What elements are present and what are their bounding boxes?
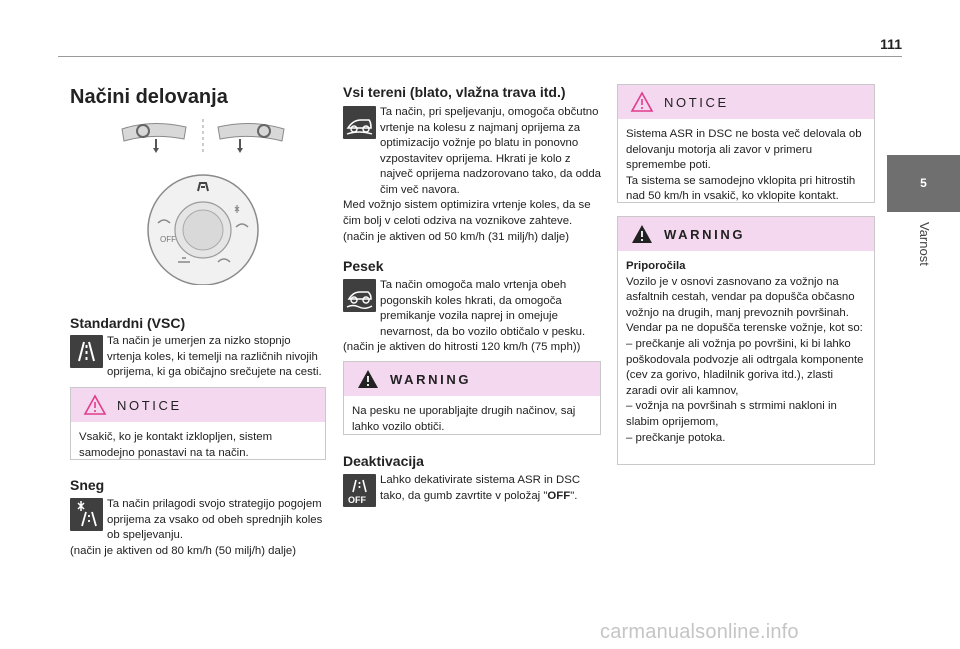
notice-text: Vsakič, ko je kontakt izklopljen, sistem samodejno ponastavi na ta način. — [79, 431, 273, 459]
mode-selector-illustration — [118, 115, 288, 285]
deactivation-text-start: Lahko dekativirate sistema ASR in DSC tako, da gumb zavrtite v položaj " — [380, 474, 581, 502]
chapter-tab[interactable]: 5 — [887, 155, 960, 212]
notice-bar — [71, 388, 325, 422]
standard-mode-icon — [70, 335, 103, 368]
rotary-knob-icon — [148, 175, 258, 285]
notice-box-2 — [617, 84, 875, 203]
notice-text-2 — [618, 119, 874, 213]
warning-label: WARNING — [390, 371, 472, 387]
warning-list-item: – vožnja na površinah s strmimi nakloni in slabim oprijemom, — [626, 400, 837, 428]
warning-triangle-icon — [630, 223, 654, 245]
header-divider — [58, 56, 902, 57]
standard-text: Ta način je umerjen za nizko stopnjo vrtenja koles, ki temelji na različnih nivojih oprijema, ki ga običajno srečujete na cesti. — [107, 335, 322, 379]
allterrain-text: Ta način, pri speljevanju, omogoča občutno vrtenje na kolesu z najmanj oprijema za optimizacijo vožnje po blatu in ponovno vzpostavitev oprijema. Hkrati je kolo z največ oprijema nadzorovano tako, da odda čim več navora. — [380, 106, 601, 196]
warning-body-1: Vozilo je v osnovi zasnovano za vožnjo na asfaltnih cestah, vendar pa dopušča občasno vožnjo na drugih, manj prevoznih površinah. — [626, 275, 855, 319]
allterrain-text-2: Med vožnjo sistem optimizira vrtenje koles, da se čim bolj v celoti odziva na voznikove zahteve. — [343, 199, 591, 227]
page-number: 111 — [880, 36, 902, 52]
deactivation-heading: Deaktivacija — [343, 453, 424, 469]
standard-text-1 — [107, 334, 327, 381]
dial-off-label: OFF — [160, 235, 176, 244]
notice-box-1 — [70, 387, 326, 460]
snow-text-wrap — [107, 497, 327, 544]
sand-mode-icon — [343, 279, 376, 312]
warning-subtitle: Priporočila — [626, 260, 686, 272]
warning-list-item: – prečkanje ali vožnja po površini, ki bi lahko poškodovala podvozje ali odtrgala komponente (cev za gorivo, hladilnik goriva itd.), zlasti zaradi ovir ali kamnov, — [626, 337, 864, 397]
notice-triangle-icon — [630, 91, 654, 113]
off-icon-label: OFF — [348, 495, 366, 505]
warning-box-1 — [343, 361, 601, 435]
allterrain-mode-icon — [343, 106, 376, 139]
notice-text-2-line-2: Ta sistema se samodejno vklopita pri hitrostih nad 50 km/h in vsakič, ko vklopite kontakt. — [626, 174, 856, 203]
notice-label-2: NOTICE — [664, 94, 729, 110]
sand-note: (način je aktiven do hitrosti 120 km/h (75 mph)) — [343, 341, 581, 353]
warning-list-item: – prečkanje potoka. — [626, 431, 726, 444]
steering-wheel-left-icon — [122, 123, 186, 153]
allterrain-heading: Vsi tereni (blato, vlažna trava itd.) — [343, 84, 566, 100]
snow-text: Ta način prilagodi svojo strategijo pogojem oprijema za vsako od obeh sprednjih koles ob speljevanju. — [107, 498, 323, 542]
sand-text-wrap — [380, 278, 602, 340]
sand-text: Ta način omogoča malo vrtenja obeh pogonskih koles hkrati, da omogoča premikanje vozila naprej in omejuje nevarnost, da bo vozilo obtičalo v pesku. — [380, 279, 586, 338]
warning-triangle-icon — [356, 368, 380, 390]
warning-label-2: WARNING — [664, 226, 746, 242]
warning-bar — [344, 362, 600, 396]
off-mode-icon — [343, 474, 376, 507]
deactivation-text-end: ". — [570, 489, 578, 502]
deactivation-text — [380, 473, 602, 504]
notice-text-2-line-1: Sistema ASR in DSC ne bosta več delovala ob delovanju motorja ali zavor v primeru spremembe poti. — [626, 128, 862, 172]
allterrain-note: (način je aktiven od 50 km/h (31 milj/h) dalje) — [343, 231, 570, 243]
snow-heading: Sneg — [70, 477, 105, 493]
sand-heading: Pesek — [343, 258, 384, 274]
warning-body-2: Vendar pa ne dopušča terenske vožnje, kot so: — [626, 322, 863, 335]
warning-text-2 — [618, 251, 874, 454]
watermark: carmanualsonline.info — [600, 621, 799, 643]
snow-note: (način je aktiven od 80 km/h (50 milj/h) dalje) — [70, 545, 297, 557]
steering-wheel-right-icon — [218, 123, 284, 153]
standard-heading: Standardni (VSC) — [70, 315, 186, 331]
chapter-title: Varnost — [917, 222, 932, 266]
notice-label: NOTICE — [117, 397, 182, 413]
warning-box-2 — [617, 216, 875, 465]
warning-text: Na pesku ne uporabljajte drugih načinov, saj lahko vozilo obtiči. — [352, 405, 576, 433]
warning-bar-2 — [618, 217, 874, 251]
page-title: Načini delovanja — [70, 86, 228, 108]
notice-bar-2 — [618, 85, 874, 119]
snow-mode-icon — [70, 498, 103, 531]
notice-triangle-icon — [83, 394, 107, 416]
deactivation-off-label: OFF — [547, 489, 571, 502]
allterrain-text-wrap — [380, 105, 602, 199]
